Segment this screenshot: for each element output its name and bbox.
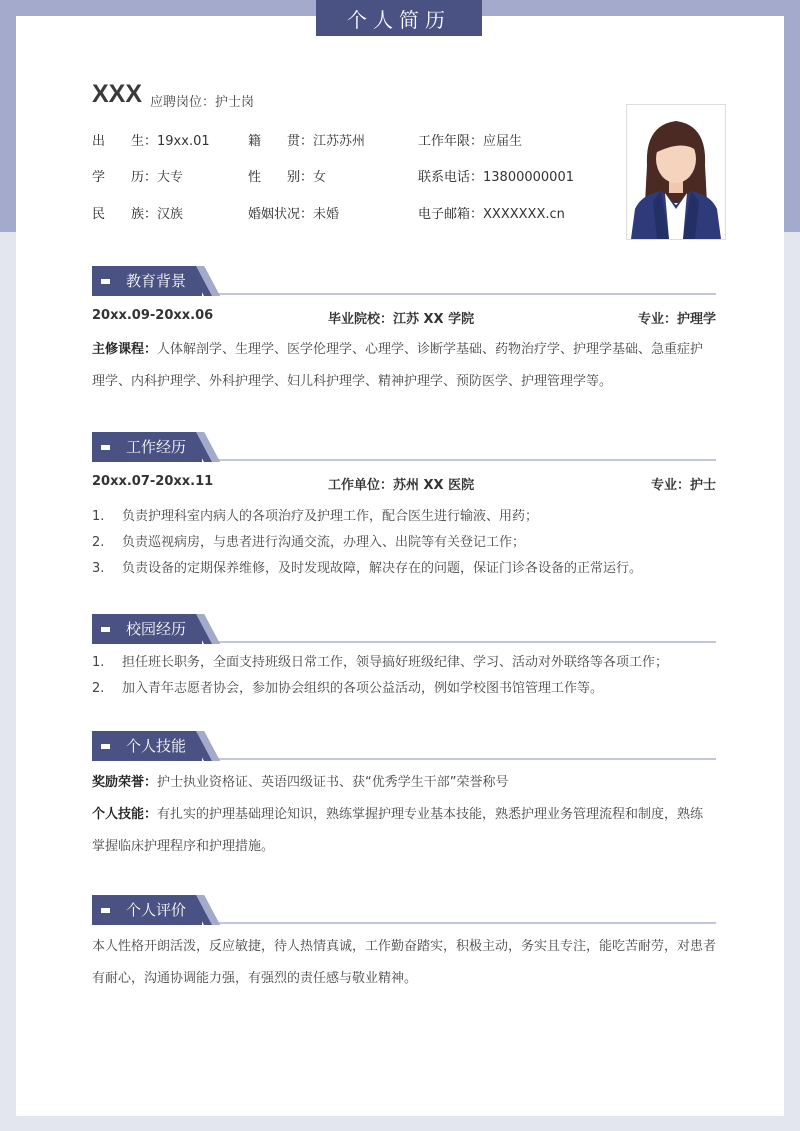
info-value: 女 bbox=[313, 170, 327, 185]
resume-title: 个人简历 bbox=[316, 0, 482, 36]
section-marker-icon bbox=[101, 627, 110, 632]
education-courses bbox=[92, 334, 716, 398]
info-value: 江苏苏州 bbox=[313, 134, 366, 149]
section-title: 个人技能 bbox=[126, 737, 187, 755]
section-header bbox=[92, 731, 716, 761]
info-value: 汉族 bbox=[157, 207, 184, 222]
list-item bbox=[92, 504, 716, 530]
list-number: 1. bbox=[92, 655, 105, 670]
section-marker-icon bbox=[101, 445, 110, 450]
skills-text: 有扎实的护理基础理论知识，熟练掌握护理专业基本技能，熟悉护理业务管理流程和制度，熟练掌握临床护理程序和护理措施。 bbox=[92, 807, 704, 854]
list-item bbox=[92, 650, 716, 676]
avatar-illustration bbox=[627, 105, 725, 239]
courses-text: 人体解剖学、生理学、医学伦理学、心理学、诊断学基础、药物治疗学、护理学基础、急重症护理学、内科护理学、外科护理学、妇儿科护理学、精神护理学、预防医学、护理管理学等。 bbox=[92, 342, 704, 389]
info-cell bbox=[418, 203, 565, 222]
profile-photo bbox=[626, 104, 726, 240]
info-value: 19xx.01 bbox=[157, 134, 210, 149]
list-text: 负责设备的定期保养维修，及时发现故障，解决存在的问题，保证门诊各设备的正常运行。 bbox=[122, 561, 643, 576]
list-number: 3. bbox=[92, 561, 105, 576]
section-marker-icon bbox=[101, 279, 110, 284]
info-label: 出 生： bbox=[92, 134, 158, 149]
section-divider bbox=[210, 459, 716, 461]
list-number: 2. bbox=[92, 681, 105, 696]
education-major: 专业：护理学 bbox=[637, 312, 716, 327]
section-header bbox=[92, 614, 716, 644]
info-cell bbox=[248, 166, 326, 185]
info-cell bbox=[248, 203, 339, 222]
info-cell bbox=[248, 130, 365, 149]
section-header bbox=[92, 432, 716, 462]
info-label: 学 历： bbox=[92, 170, 158, 185]
info-cell bbox=[418, 166, 574, 185]
info-label: 民 族： bbox=[92, 207, 158, 222]
applied-position: 应聘岗位：护士岗 bbox=[150, 95, 255, 110]
work-unit: 工作单位：苏州 XX 医院 bbox=[328, 478, 475, 493]
list-text: 负责护理科室内病人的各项治疗及护理工作，配合医生进行输液、用药； bbox=[122, 509, 539, 524]
section-title: 教育背景 bbox=[126, 272, 187, 290]
work-section bbox=[92, 432, 716, 582]
honors-text: 护士执业资格证、英语四级证书、获“优秀学生干部”荣誉称号 bbox=[157, 775, 509, 790]
info-label: 婚姻状况： bbox=[248, 207, 314, 222]
evaluation-section bbox=[92, 895, 716, 995]
section-marker-icon bbox=[101, 744, 110, 749]
list-number: 2. bbox=[92, 535, 105, 550]
education-section bbox=[92, 266, 716, 398]
list-item bbox=[92, 676, 716, 702]
info-label: 籍 贯： bbox=[248, 134, 314, 149]
work-period: 20xx.07-20xx.11 bbox=[92, 474, 214, 489]
info-cell bbox=[92, 130, 210, 149]
section-header bbox=[92, 266, 716, 296]
section-header bbox=[92, 895, 716, 925]
info-label: 电子邮箱： bbox=[418, 207, 484, 222]
skills-label: 个人技能： bbox=[92, 807, 158, 822]
section-divider bbox=[210, 641, 716, 643]
info-cell bbox=[92, 203, 183, 222]
info-value: 大专 bbox=[157, 170, 184, 185]
list-item bbox=[92, 556, 716, 582]
honors-label: 奖励荣誉： bbox=[92, 775, 158, 790]
info-cell bbox=[92, 166, 183, 185]
info-label: 工作年限： bbox=[418, 134, 484, 149]
section-title: 个人评价 bbox=[126, 901, 187, 919]
list-text: 负责巡视病房，与患者进行沟通交流，办理入、出院等有关登记工作； bbox=[122, 535, 526, 550]
candidate-name: XXX bbox=[92, 80, 143, 108]
list-text: 加入青年志愿者协会，参加协会组织的各项公益活动，例如学校图书馆管理工作等。 bbox=[122, 681, 604, 696]
section-title: 校园经历 bbox=[126, 620, 187, 638]
work-duties-list bbox=[92, 504, 716, 582]
info-label: 联系电话： bbox=[418, 170, 484, 185]
skills-section bbox=[92, 731, 716, 863]
education-summary-row bbox=[92, 308, 716, 330]
campus-list bbox=[92, 650, 716, 702]
work-summary-row bbox=[92, 474, 716, 496]
list-item bbox=[92, 530, 716, 556]
info-label: 性 别： bbox=[248, 170, 314, 185]
section-divider bbox=[210, 293, 716, 295]
education-school: 毕业院校：江苏 XX 学院 bbox=[328, 312, 475, 327]
section-divider bbox=[210, 758, 716, 760]
list-number: 1. bbox=[92, 509, 105, 524]
info-value: 13800000001 bbox=[483, 170, 574, 185]
section-marker-icon bbox=[101, 908, 110, 913]
work-major: 专业：护士 bbox=[650, 478, 716, 493]
info-cell bbox=[418, 130, 522, 149]
evaluation-text: 本人性格开朗活泼，反应敏捷，待人热情真诚，工作勤奋踏实，积极主动，务实且专注，能吃苦耐劳，对患者有耐心，沟通协调能力强，有强烈的责任感与敬业精神。 bbox=[92, 939, 717, 986]
info-value: 未婚 bbox=[313, 207, 340, 222]
education-period: 20xx.09-20xx.06 bbox=[92, 308, 214, 323]
honors-paragraph bbox=[92, 767, 716, 799]
skills-paragraph bbox=[92, 799, 716, 863]
section-title: 工作经历 bbox=[126, 438, 187, 456]
campus-section bbox=[92, 614, 716, 702]
section-divider bbox=[210, 922, 716, 924]
info-value: 应届生 bbox=[483, 134, 523, 149]
courses-label: 主修课程： bbox=[92, 342, 158, 357]
list-text: 担任班长职务，全面支持班级日常工作，领导搞好班级纪律、学习、活动对外联络等各项工作； bbox=[122, 655, 669, 670]
info-value: XXXXXXX.cn bbox=[483, 207, 565, 222]
